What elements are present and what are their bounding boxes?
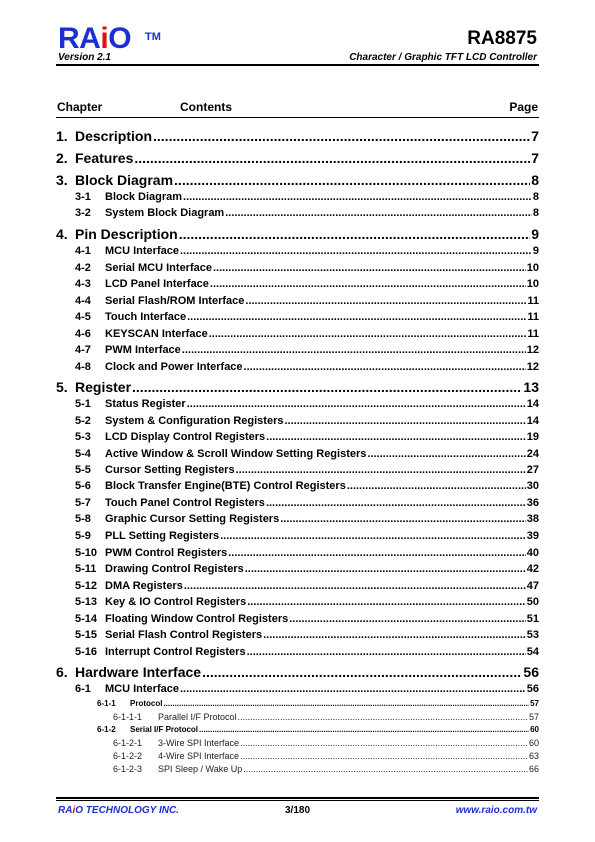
toc-entry-leader <box>182 344 526 356</box>
toc-entry-page: 19 <box>526 431 539 443</box>
toc-entry-number: 4-2 <box>75 262 91 274</box>
toc-entry-leader <box>199 725 529 734</box>
toc-entry[interactable] <box>56 646 539 658</box>
toc-entry-leader <box>163 699 529 708</box>
toc-entry[interactable] <box>56 738 539 748</box>
toc-entry-page: 51 <box>526 613 539 625</box>
toc-entry[interactable] <box>56 262 539 274</box>
toc-entry-title: Hardware Interface <box>75 664 202 680</box>
toc-entry-page: 50 <box>526 596 539 608</box>
toc-entry-page: 11 <box>527 328 539 340</box>
toc-entry-leader <box>280 513 526 525</box>
toc-entry-title: Status Register <box>105 398 186 410</box>
footer-company-pre: RA <box>58 805 73 816</box>
toc-entry-page: 9 <box>532 245 539 257</box>
toc-entry-title: LCD Panel Interface <box>105 278 209 290</box>
toc-entry-number: 4. <box>56 226 68 242</box>
logo-text-o: O <box>108 22 132 55</box>
toc-entry-page: 8 <box>532 207 539 219</box>
toc-entry-leader <box>244 361 526 373</box>
toc-entry[interactable] <box>56 207 539 219</box>
toc-entry-leader <box>184 580 526 592</box>
toc-entry-leader <box>228 547 526 559</box>
toc-entry-leader <box>238 712 528 722</box>
footer-company-accent: i <box>72 805 76 816</box>
toc-entry-page: 8 <box>531 172 539 188</box>
toc-entry[interactable] <box>56 128 539 144</box>
toc-entry-title: PLL Setting Registers <box>105 530 220 542</box>
toc-entry[interactable] <box>56 464 539 476</box>
toc-entry-number: 5-14 <box>75 613 98 625</box>
toc-entry-title: DMA Registers <box>105 580 183 592</box>
toc-entry-number: 4-6 <box>75 328 91 340</box>
toc-entry-leader <box>243 764 528 774</box>
toc-entry-page: 27 <box>526 464 539 476</box>
toc-entry[interactable] <box>56 311 539 323</box>
toc-entry[interactable] <box>56 295 539 307</box>
footer-page-number: 3/180 <box>284 805 311 816</box>
footer-company-post: O TECHNOLOGY INC. <box>75 805 179 816</box>
toc-entry[interactable] <box>56 613 539 625</box>
toc-entry[interactable] <box>56 764 539 774</box>
toc-entry-page: 60 <box>530 725 539 734</box>
toc-entry-number: 6-1-1-1 <box>113 712 143 722</box>
toc-entry-title: Key & IO Control Registers <box>105 596 247 608</box>
toc-entry-page: 10 <box>526 262 539 274</box>
toc-entry-leader <box>134 150 530 166</box>
toc-entry-number: 5-11 <box>75 563 97 575</box>
toc-entry-page: 39 <box>526 530 539 542</box>
toc-entry-number: 5-2 <box>75 415 91 427</box>
toc-entry-title: Floating Window Control Registers <box>105 613 289 625</box>
toc-entry-leader <box>187 311 526 323</box>
toc-entry-leader <box>153 128 530 144</box>
toc-entry-leader <box>284 415 525 427</box>
footer-rule-thin <box>56 800 539 801</box>
toc-entry-leader <box>183 191 532 203</box>
toc-entry-leader <box>225 207 532 219</box>
toc-entry-title: PWM Control Registers <box>105 547 228 559</box>
toc-entry-number: 4-4 <box>75 295 91 307</box>
toc-entry-page: 63 <box>528 751 539 761</box>
toc-entry-leader <box>245 563 526 575</box>
version-label: Version 2.1 <box>58 52 111 63</box>
toc-entry-page: 42 <box>526 563 539 575</box>
toc-entry[interactable] <box>56 328 539 340</box>
toc-entry-title: Features <box>75 150 134 166</box>
toc-entry[interactable] <box>56 563 539 575</box>
toc-entry-leader <box>213 262 526 274</box>
raio-logo <box>58 22 161 55</box>
toc-entry-leader <box>202 664 522 680</box>
toc-entry-leader <box>179 226 531 242</box>
toc-entry-title: Block Transfer Engine(BTE) Control Registers <box>105 480 346 492</box>
toc-entry-title: Parallel I/F Protocol <box>158 712 237 722</box>
toc-entry-page: 7 <box>531 128 539 144</box>
trademark-mark: TM <box>145 31 161 43</box>
toc-entry-page: 60 <box>528 738 539 748</box>
toc-entry-page: 7 <box>531 150 539 166</box>
toc-entry-leader <box>347 480 526 492</box>
toc-entry-leader <box>174 172 530 188</box>
toc-entry-leader <box>236 464 526 476</box>
toc-entry-title: Protocol <box>130 699 163 708</box>
toc-entry[interactable] <box>56 664 539 680</box>
toc-entry-number: 4-3 <box>75 278 91 290</box>
toc-entry[interactable] <box>56 361 539 373</box>
toc-entry-title: PWM Interface <box>105 344 181 356</box>
footer-url[interactable]: www.raio.com.tw <box>455 805 537 816</box>
toc-entry-number: 6-1-2 <box>97 725 116 734</box>
toc-entry-number: 5-1 <box>75 398 91 410</box>
column-chapter: Chapter <box>57 100 103 114</box>
toc-entry-title: Graphic Cursor Setting Registers <box>105 513 280 525</box>
toc-entry-title: Register <box>75 379 132 395</box>
toc-entry-title: Serial Flash/ROM Interface <box>105 295 245 307</box>
toc-entry-number: 4-1 <box>75 245 91 257</box>
toc-entry-title: Block Diagram <box>75 172 174 188</box>
toc-entry-leader <box>220 530 526 542</box>
toc-entry[interactable] <box>56 699 539 708</box>
toc-entry-title: Serial I/F Protocol <box>130 725 199 734</box>
toc-entry-leader <box>247 596 526 608</box>
column-page: Page <box>509 100 538 114</box>
toc-entry-number: 4-7 <box>75 344 91 356</box>
toc-entry-title: Drawing Control Registers <box>105 563 244 575</box>
toc-entry-number: 5-8 <box>75 513 91 525</box>
toc-entry[interactable] <box>56 547 539 559</box>
toc-entry-number: 5-9 <box>75 530 91 542</box>
toc-entry-title: Block Diagram <box>105 191 183 203</box>
toc-entry-title: Description <box>75 128 153 144</box>
header-rule <box>56 64 539 66</box>
toc-entry-number: 6. <box>56 664 68 680</box>
toc-entry-number: 5-4 <box>75 448 91 460</box>
toc-entry[interactable] <box>56 344 539 356</box>
toc-entry[interactable] <box>56 398 539 410</box>
toc-entry-leader <box>240 738 528 748</box>
toc-entry-page: 66 <box>528 764 539 774</box>
toc-entry-page: 11 <box>527 295 539 307</box>
toc-entry-number: 3-1 <box>75 191 91 203</box>
document-subtitle: Character / Graphic TFT LCD Controller <box>349 52 537 63</box>
toc-entry-page: 14 <box>526 398 539 410</box>
toc-entry[interactable] <box>56 580 539 592</box>
toc-entry-title: Serial Flash Control Registers <box>105 629 263 641</box>
column-contents: Contents <box>180 100 232 114</box>
toc-entry[interactable] <box>56 683 539 695</box>
toc-entry-number: 6-1-2-3 <box>113 764 143 774</box>
toc-entry-title: LCD Display Control Registers <box>105 431 266 443</box>
toc-entry-leader <box>210 278 526 290</box>
logo-text-i: i <box>100 22 109 55</box>
toc-entry-page: 12 <box>526 361 539 373</box>
toc-entry-title: System & Configuration Registers <box>105 415 284 427</box>
toc-entry-number: 5-6 <box>75 480 91 492</box>
toc-entry[interactable] <box>56 245 539 257</box>
toc-entry-number: 6-1-2-1 <box>113 738 143 748</box>
toc-entry-leader <box>367 448 525 460</box>
toc-entry-title: Touch Interface <box>105 311 187 323</box>
toc-entry-number: 6-1 <box>75 683 91 695</box>
toc-entry-title: KEYSCAN Interface <box>105 328 208 340</box>
toc-entry-page: 56 <box>526 683 539 695</box>
model-title: RA8875 <box>467 28 537 49</box>
toc-entry[interactable] <box>56 431 539 443</box>
toc-entry-number: 5-7 <box>75 497 91 509</box>
toc-entry-number: 5-12 <box>75 580 98 592</box>
toc-entry-title: MCU Interface <box>105 683 179 695</box>
toc-entry-number: 6-1-1 <box>97 699 116 708</box>
toc-entry-title: System Block Diagram <box>105 207 225 219</box>
toc-entry-page: 10 <box>526 278 539 290</box>
toc-entry-leader <box>289 613 526 625</box>
toc-entry[interactable] <box>56 150 539 166</box>
toc-entry-page: 57 <box>530 699 539 708</box>
toc-entry-number: 1. <box>56 128 68 144</box>
toc-entry-number: 4-8 <box>75 361 91 373</box>
toc-entry-title: Serial MCU Interface <box>105 262 212 274</box>
toc-entry[interactable] <box>56 480 539 492</box>
toc-entry[interactable] <box>56 226 539 242</box>
toc-entry-leader <box>180 683 526 695</box>
toc-entry-page: 13 <box>523 379 539 395</box>
footer-rule <box>56 797 539 799</box>
toc-entry[interactable] <box>56 379 539 395</box>
toc-entry-number: 5-15 <box>75 629 98 641</box>
toc-entry-page: 54 <box>526 646 539 658</box>
toc-entry-number: 5-5 <box>75 464 91 476</box>
toc-entry[interactable] <box>56 629 539 641</box>
toc-entry[interactable] <box>56 513 539 525</box>
toc-entry-leader <box>132 379 522 395</box>
logo-text-ra: RA <box>58 22 101 55</box>
toc-entry-page: 24 <box>526 448 539 460</box>
toc-entry[interactable] <box>56 172 539 188</box>
toc-entry-leader <box>263 629 526 641</box>
toc-entry-number: 5-10 <box>75 547 98 559</box>
toc-entry-title: Cursor Setting Registers <box>105 464 235 476</box>
toc-entry-leader <box>187 398 526 410</box>
toc-entry-page: 11 <box>527 311 539 323</box>
toc-entry-number: 5-16 <box>75 646 98 658</box>
toc-entry-leader <box>266 497 526 509</box>
toc-entry-leader <box>240 751 528 761</box>
toc-entry-number: 3-2 <box>75 207 91 219</box>
toc-entry-number: 2. <box>56 150 68 166</box>
toc-entry[interactable] <box>56 448 539 460</box>
toc-entry[interactable] <box>56 497 539 509</box>
toc-entry-title: Active Window & Scroll Window Setting Registers <box>105 448 367 460</box>
toc-entry-number: 5-3 <box>75 431 91 443</box>
toc-entry-title: 3-Wire SPI Interface <box>158 738 240 748</box>
toc-entry-page: 12 <box>526 344 539 356</box>
toc-entry[interactable] <box>56 530 539 542</box>
toc-entry[interactable] <box>56 725 539 734</box>
toc-entry[interactable] <box>56 712 539 722</box>
toc-entry-title: Clock and Power Interface <box>105 361 243 373</box>
toc-entry[interactable] <box>56 751 539 761</box>
toc-entry-page: 30 <box>526 480 539 492</box>
toc-entry-leader <box>209 328 527 340</box>
toc-entry-number: 4-5 <box>75 311 91 323</box>
toc-entry[interactable] <box>56 278 539 290</box>
toc-entry-page: 56 <box>523 664 539 680</box>
toc-entry-page: 38 <box>526 513 539 525</box>
toc-entry-title: Interrupt Control Registers <box>105 646 246 658</box>
toc-entry-page: 47 <box>526 580 539 592</box>
column-heading-rule <box>56 117 539 118</box>
toc-entry-leader <box>247 646 526 658</box>
toc-entry-number: 5-13 <box>75 596 98 608</box>
toc-entry-page: 57 <box>528 712 539 722</box>
toc-entry-page: 14 <box>526 415 539 427</box>
toc-entry-page: 9 <box>531 226 539 242</box>
toc-entry-leader <box>266 431 526 443</box>
toc-entry-page: 40 <box>526 547 539 559</box>
toc-entry-leader <box>180 245 532 257</box>
toc-entry-title: Pin Description <box>75 226 178 242</box>
toc-entry-leader <box>245 295 526 307</box>
toc-entry-number: 3. <box>56 172 68 188</box>
toc-entry[interactable] <box>56 596 539 608</box>
toc-entry-page: 36 <box>526 497 539 509</box>
toc-entry[interactable] <box>56 415 539 427</box>
toc-entry-title: 4-Wire SPI Interface <box>158 751 240 761</box>
toc-entry-page: 8 <box>532 191 539 203</box>
toc-entry-title: Touch Panel Control Registers <box>105 497 265 509</box>
toc-entry-title: SPI Sleep / Wake Up <box>158 764 243 774</box>
toc-entry[interactable] <box>56 191 539 203</box>
toc-entry-title: MCU Interface <box>105 245 179 257</box>
toc-entry-page: 53 <box>526 629 539 641</box>
toc-entry-number: 5. <box>56 379 68 395</box>
toc-entry-number: 6-1-2-2 <box>113 751 143 761</box>
